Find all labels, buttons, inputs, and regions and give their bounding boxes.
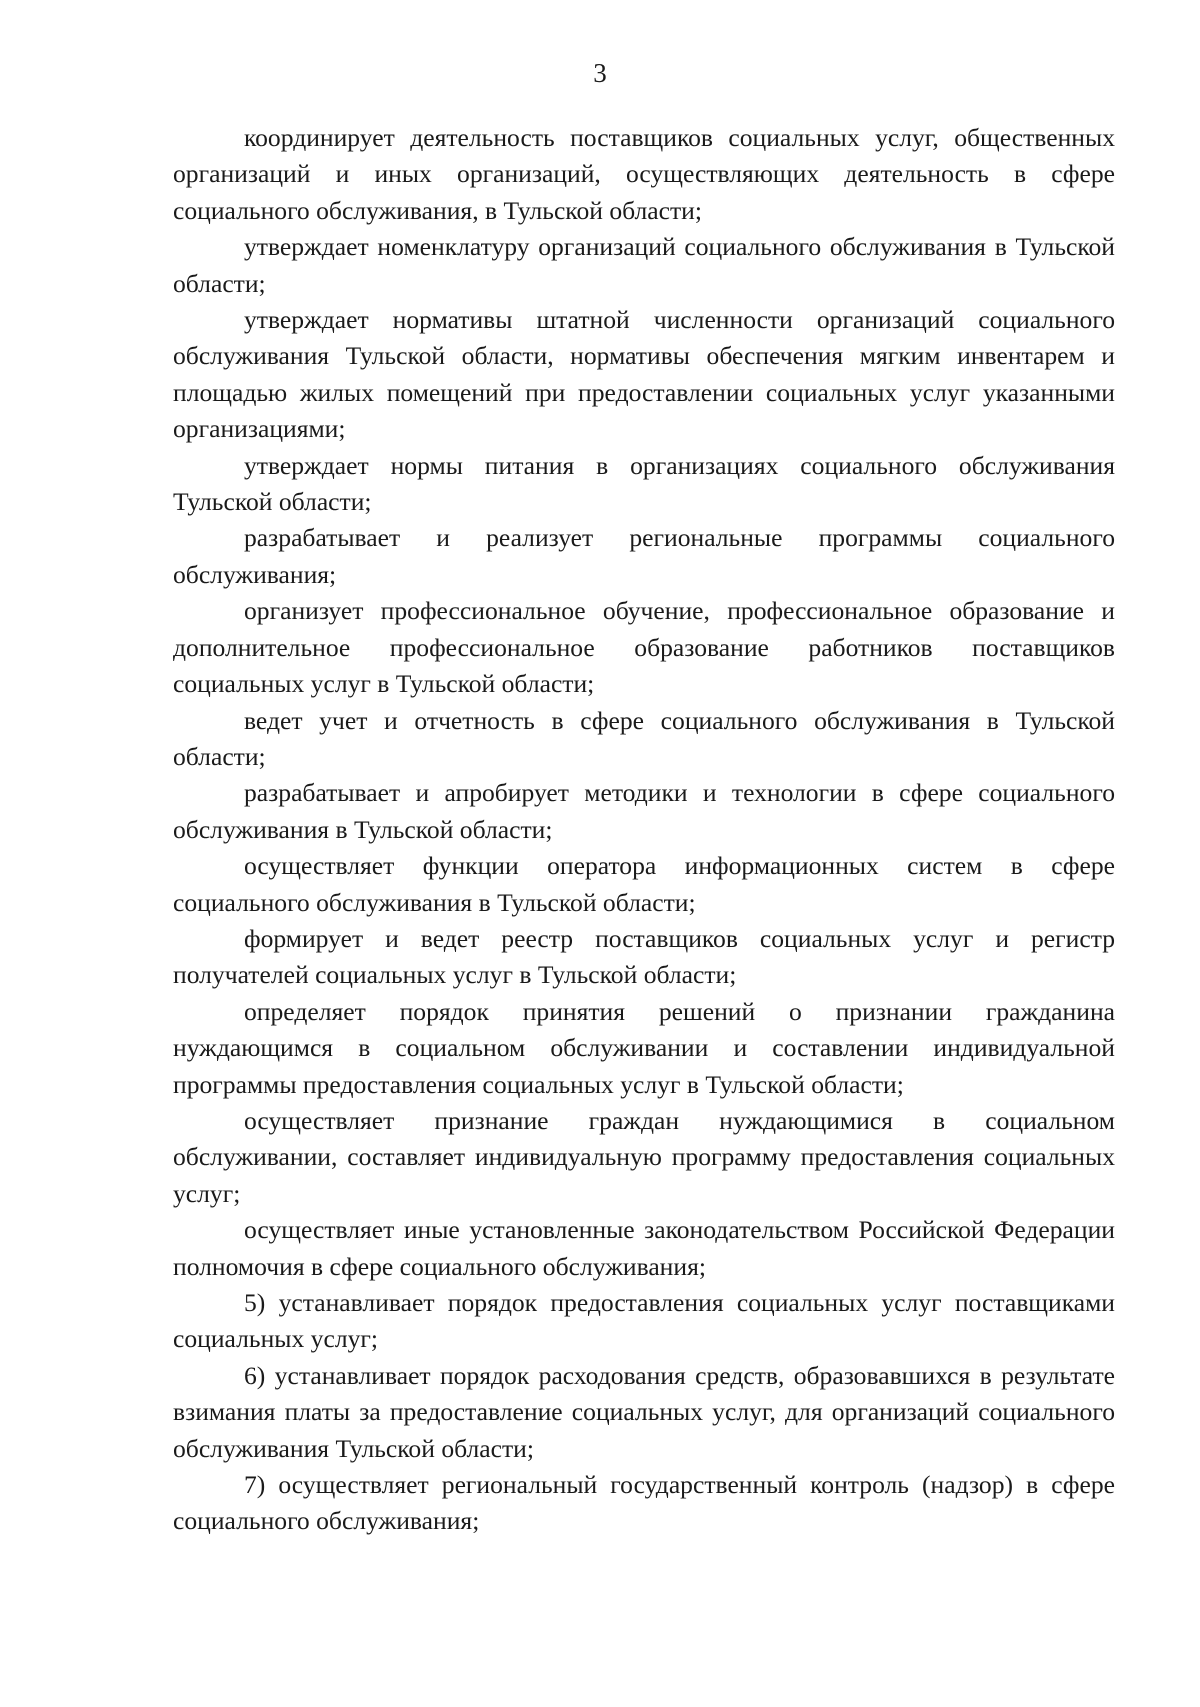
paragraph: разрабатывает и реализует региональные программы социального обслуживания;: [173, 523, 1115, 589]
paragraph: определяет порядок принятия решений о признании гражданина нуждающимся в социальном обслуживании и составлении индивидуальной программы предоставления социальных услуг в Тульской области;: [173, 996, 1115, 1099]
paragraph: ведет учет и отчетность в сфере социального обслуживания в Тульской области;: [173, 705, 1115, 771]
numbered-paragraph: 5) устанавливает порядок предоставления социальных услуг поставщиками социальных услуг;: [173, 1288, 1115, 1354]
paragraph: осуществляет признание граждан нуждающимися в социальном обслуживании, составляет индивидуальную программу предоставления социальных услуг;: [173, 1105, 1115, 1208]
paragraph: формирует и ведет реестр поставщиков социальных услуг и регистр получателей социальных услуг в Тульской области;: [173, 923, 1115, 990]
page-number: 3: [593, 58, 607, 88]
numbered-paragraph: 7) осуществляет региональный государственный контроль (надзор) в сфере социального обслуживания;: [173, 1470, 1115, 1536]
document-body: [173, 120, 1115, 1540]
paragraph: организует профессиональное обучение, профессиональное образование и дополнительное профессиональное образование работников поставщиков социальных услуг в Тульской области;: [173, 596, 1115, 699]
paragraph: утверждает нормы питания в организациях социального обслуживания Тульской области;: [173, 450, 1115, 517]
paragraph: разрабатывает и апробирует методики и технологии в сфере социального обслуживания в Тульской области;: [173, 778, 1115, 844]
paragraph: осуществляет иные установленные законодательством Российской Федерации полномочия в сфере социального обслуживания;: [173, 1215, 1115, 1281]
paragraph: осуществляет функции оператора информационных систем в сфере социального обслуживания в Тульской области;: [173, 851, 1115, 917]
paragraph: утверждает номенклатуру организаций социального обслуживания в Тульской области;: [173, 232, 1115, 298]
paragraph: координирует деятельность поставщиков социальных услуг, общественных организаций и иных организаций, осуществляющих деятельность в сфере социального обслуживания, в Тульской области;: [173, 123, 1115, 225]
numbered-paragraph: 6) устанавливает порядок расходования средств, образовавшихся в результате взимания платы за предоставление социальных услуг, для организаций социального обслуживания Тульской области;: [173, 1360, 1115, 1463]
paragraph: утверждает нормативы штатной численности организаций социального обслуживания Тульской области, нормативы обеспечения мягким инвентарем и площадью жилых помещений при предоставлении социальных услуг указанными организациями;: [173, 305, 1115, 444]
